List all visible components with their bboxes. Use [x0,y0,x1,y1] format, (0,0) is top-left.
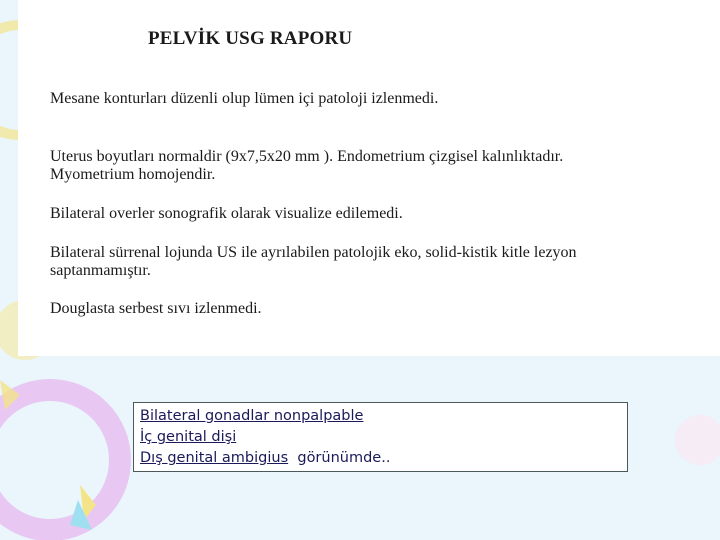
note-internal-genital: İç genital dişi [140,429,237,445]
paragraph-line: saptanmamıştır. [50,262,151,279]
report-page [18,0,720,356]
note-external-genital [140,448,627,469]
paragraph-line: Myometrium homojendir. [50,166,216,183]
paragraph-line: Bilateral overler sonografik olarak visualize edilemedi. [50,205,403,222]
paragraph-line: Bilateral sürrenal lojunda US ile ayrılabilen patolojik eko, solid-kistik kitle lezyon [50,244,577,261]
report-title: PELVİK USG RAPORU [148,28,353,49]
paragraph-line: Mesane konturları düzenli olup lümen içi patoloji izlenmedi. [50,90,439,107]
paragraph-douglas [50,300,700,318]
paragraph-bladder [50,90,700,108]
paragraph-line: Douglasta serbest sıvı izlenmedi. [50,300,262,317]
note-external-genital-rest: görünümde.. [288,450,391,466]
paragraph-adrenal [50,244,700,280]
paragraph-line: Uterus boyutları normaldir (9x7,5x20 mm ). Endometrium çizgisel kalınlıktadır. [50,148,564,165]
paragraph-uterus [50,148,700,184]
clinical-notes-box [133,402,628,472]
note-external-genital-underlined: Dış genital ambigius [140,450,289,466]
paragraph-ovaries [50,205,700,223]
note-gonads: Bilateral gonadlar nonpalpable [140,408,364,424]
